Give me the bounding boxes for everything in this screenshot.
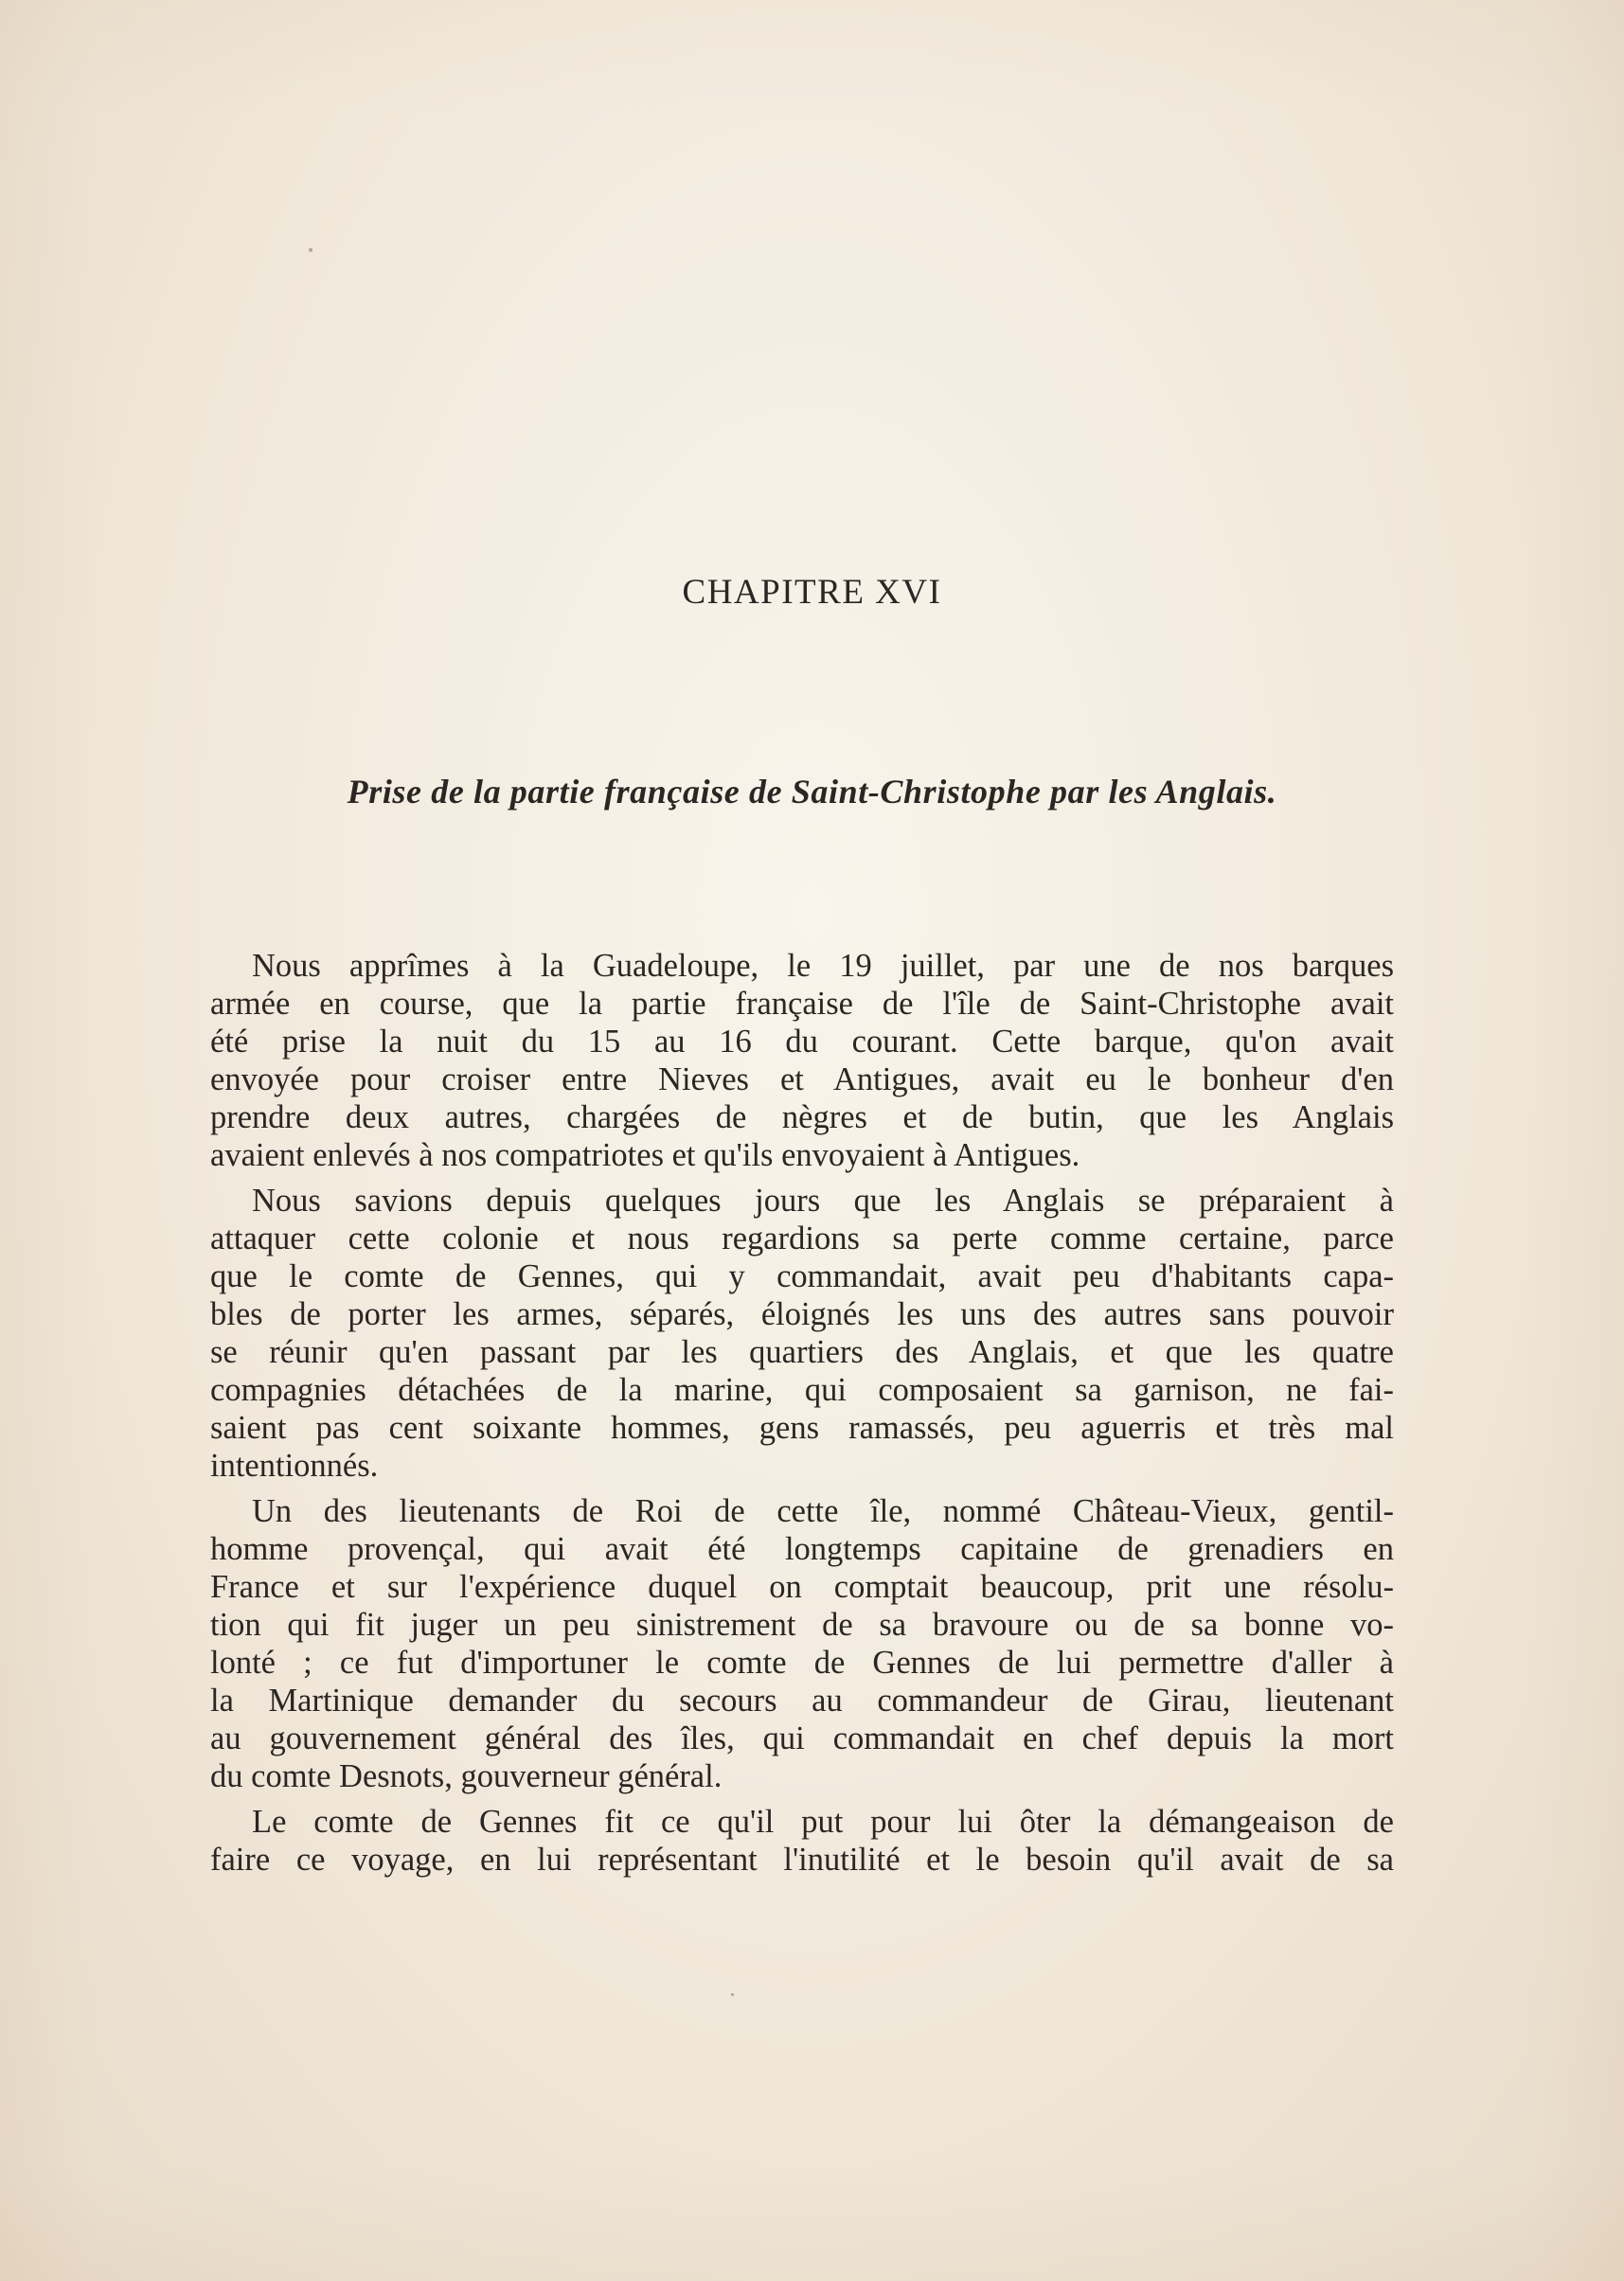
text-line: France et sur l'expérience duquel on comptait beaucoup, prit une résolu-: [210, 1569, 1394, 1605]
text-line: au gouvernement général des îles, qui commandait en chef depuis la mort: [210, 1720, 1394, 1756]
text-line: attaquer cette colonie et nous regardions sa perte comme certaine, parce: [210, 1221, 1394, 1256]
text-line: homme provençal, qui avait été longtemps capitaine de grenadiers en: [210, 1531, 1394, 1567]
paragraph-1: [210, 947, 1394, 1174]
text-line: bles de porter les armes, séparés, éloignés les uns des autres sans pouvoir: [210, 1296, 1394, 1332]
body-text: [210, 947, 1394, 1886]
text-line: Nous savions depuis quelques jours que les Anglais se préparaient à: [252, 1183, 1394, 1219]
chapter-title: CHAPITRE XVI: [682, 573, 942, 612]
paragraph-2: [210, 1182, 1394, 1485]
text-line: Un des lieutenants de Roi de cette île, nommé Château-Vieux, gentil-: [252, 1493, 1394, 1529]
text-line: se réunir qu'en passant par les quartiers des Anglais, et que les quatre: [210, 1334, 1394, 1370]
text-line: faire ce voyage, en lui représentant l'inutilité et le besoin qu'il avait de sa: [210, 1842, 1394, 1878]
text-line: la Martinique demander du secours au commandeur de Girau, lieutenant: [210, 1683, 1394, 1719]
text-line: intentionnés.: [210, 1448, 379, 1484]
paper-speck: [731, 1993, 734, 1996]
text-line: compagnies détachées de la marine, qui composaient sa garnison, ne fai-: [210, 1372, 1394, 1408]
text-line: saient pas cent soixante hommes, gens ramassés, peu aguerris et très mal: [210, 1410, 1394, 1446]
text-line: du comte Desnots, gouverneur général.: [210, 1758, 723, 1794]
text-line: Le comte de Gennes fit ce qu'il put pour lui ôter la démangeaison de: [252, 1804, 1394, 1840]
text-line: avaient enlevés à nos compatriotes et qu'ils envoyaient à Antigues.: [210, 1137, 1080, 1173]
text-line: Nous apprîmes à la Guadeloupe, le 19 juillet, par une de nos barques: [252, 948, 1394, 984]
text-line: prendre deux autres, chargées de nègres et de butin, que les Anglais: [210, 1099, 1394, 1135]
text-line: armée en course, que la partie française de l'île de Saint-Christophe avait: [210, 986, 1394, 1022]
text-line: lonté ; ce fut d'importuner le comte de Gennes de lui permettre d'aller à: [210, 1645, 1394, 1681]
paper-speck: [309, 248, 312, 252]
chapter-subtitle: Prise de la partie française de Saint-Christophe par les Anglais.: [347, 773, 1277, 811]
text-line: que le comte de Gennes, qui y commandait, avait peu d'habitants capa-: [210, 1258, 1394, 1294]
text-line: été prise la nuit du 15 au 16 du courant. Cette barque, qu'on avait: [210, 1024, 1394, 1060]
paragraph-3: [210, 1492, 1394, 1795]
text-line: tion qui fit juger un peu sinistrement de sa bravoure ou de sa bonne vo-: [210, 1607, 1394, 1643]
paragraph-4: [210, 1803, 1394, 1879]
text-line: envoyée pour croiser entre Nieves et Antigues, avait eu le bonheur d'en: [210, 1061, 1394, 1097]
